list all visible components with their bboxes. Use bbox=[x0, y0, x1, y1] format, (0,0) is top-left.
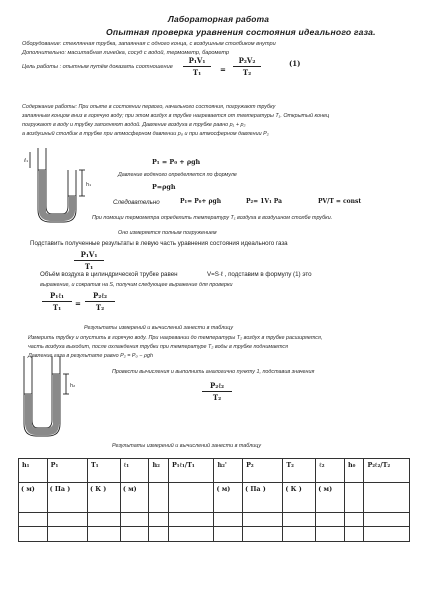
table-cell[interactable] bbox=[87, 527, 120, 542]
results-table bbox=[18, 458, 410, 542]
part1-line3: погружают в воду и трубку заполняют водой. Давление воздуха в трубке равно p₁ + p₂ bbox=[22, 122, 246, 128]
header-t2: T₂ bbox=[283, 459, 316, 483]
table-cell[interactable] bbox=[344, 512, 364, 527]
table-cell[interactable] bbox=[364, 512, 410, 527]
measured-val-2: P₂= 1V₁ Pa bbox=[246, 198, 283, 205]
svg-text:ℓ₁: ℓ₁ bbox=[24, 158, 29, 164]
table-row bbox=[19, 527, 410, 542]
table-row bbox=[19, 512, 410, 527]
table-header-row bbox=[19, 459, 410, 483]
table-cell[interactable] bbox=[149, 512, 169, 527]
table-cell[interactable] bbox=[19, 527, 48, 542]
table-title: Результаты измерений и вычислений занести в таблицу bbox=[112, 443, 262, 449]
unit-p2: ( Па ) bbox=[243, 482, 283, 512]
note-pressure-formula: Давление водяного определяется по формуле bbox=[118, 172, 237, 178]
part2-line5: Давление газа в результате равно P₂ = P₀ − ρgh bbox=[28, 353, 154, 359]
eq1-equals: = bbox=[220, 65, 226, 74]
table-cell[interactable] bbox=[283, 512, 316, 527]
table-cell[interactable] bbox=[19, 512, 48, 527]
table-cell[interactable] bbox=[120, 512, 149, 527]
formula-p1: P₁ = P₀ + ρgh bbox=[152, 158, 201, 166]
table-cell[interactable] bbox=[344, 527, 364, 542]
eq3-right-num: P₂ℓ₂ bbox=[92, 291, 108, 300]
unit-t1: ( К ) bbox=[87, 482, 120, 512]
header-h2-prime: h₂' bbox=[214, 459, 243, 483]
formula-rgh: P=ρgh bbox=[152, 183, 176, 191]
part2-line4: часть воздуха выходит, после охлаждения трубки при температуре T₂ воды в трубке поднимается bbox=[28, 344, 288, 350]
note-immersion: Оно измеряется полным погружением bbox=[118, 230, 217, 236]
results-title: Результаты измерений и вычислений занести в таблицу bbox=[84, 325, 234, 331]
eq3-equals: = bbox=[75, 299, 81, 308]
header-p2: P₂ bbox=[243, 459, 283, 483]
table-cell[interactable] bbox=[214, 527, 243, 542]
unit-h1: ( м) bbox=[19, 482, 48, 512]
table-cell[interactable] bbox=[316, 527, 345, 542]
table-cell[interactable] bbox=[47, 527, 87, 542]
unit-ratio2 bbox=[364, 482, 410, 512]
header-ratio2: P₂ℓ₂/T₂ bbox=[364, 459, 410, 483]
eq3-left-num: P₁ℓ₁ bbox=[49, 291, 65, 300]
eq1-right-den: T₂ bbox=[242, 68, 252, 77]
header-h0: h₀ bbox=[344, 459, 364, 483]
table-cell[interactable] bbox=[120, 527, 149, 542]
table-cell[interactable] bbox=[364, 527, 410, 542]
part1-line1: Содержание работы: При опыте в состоянии первого, начального состояния, погружают трубку bbox=[22, 104, 276, 110]
part2-line1b: V=S·ℓ , подставим в формулу (1) это bbox=[207, 271, 312, 278]
unit-t2: ( К ) bbox=[283, 482, 316, 512]
part2-line1a: Объём воздуха в цилиндрической трубке равен bbox=[40, 271, 178, 278]
eq1-left-num: P₁V₁ bbox=[188, 56, 206, 65]
measured-val-1: P₁= P₀+ ρgh bbox=[180, 198, 222, 205]
eq1-right-num: P₂V₂ bbox=[238, 56, 256, 65]
eq3-right-den: T₂ bbox=[95, 303, 105, 312]
table-cell[interactable] bbox=[149, 527, 169, 542]
table-cell[interactable] bbox=[316, 512, 345, 527]
svg-text:h₂: h₂ bbox=[70, 383, 76, 389]
eq3-left-den: T₁ bbox=[52, 303, 62, 312]
part2-line3: Измерить трубку и опустить в горячую воду. При нагревании до температуры T₂ воздух в трубке расширяется, bbox=[28, 335, 323, 341]
unit-ratio1 bbox=[168, 482, 213, 512]
table-cell[interactable] bbox=[168, 512, 213, 527]
intro-line3: Цель работы : опытным путём доказать соотношение bbox=[22, 64, 173, 70]
part1-line2: запаянным концом вниз в горячую воду; при этом воздух в трубке нагревается от температуры T₁. Открытый конец bbox=[22, 113, 330, 119]
table-cell[interactable] bbox=[214, 512, 243, 527]
intro-line1: Оборудование: стеклянная трубка, запаянная с одного конца, с воздушным столбиком внутри bbox=[22, 41, 276, 47]
table-cell[interactable] bbox=[243, 512, 283, 527]
note-measure-calc: Провести вычисления и выполнить аналогично пункту 1, подставив значения bbox=[112, 369, 315, 375]
intro-line2: Дополнительно: масштабная линейка, сосуд с водой, термометр, барометр bbox=[22, 50, 230, 56]
header-h2: h₂ bbox=[149, 459, 169, 483]
unit-l1: ( м) bbox=[120, 482, 149, 512]
table-cell[interactable] bbox=[87, 512, 120, 527]
eq1-left-den: T₁ bbox=[192, 68, 202, 77]
eq4-den: T₂ bbox=[212, 393, 222, 402]
eq2-num: P₁V₁ bbox=[80, 250, 98, 259]
table-cell[interactable] bbox=[283, 527, 316, 542]
eq4-num: P₂ℓ₂ bbox=[209, 381, 225, 390]
part2-line2: выражение, и сократив на S, получим следующее выражение для проверки bbox=[40, 282, 233, 288]
header-ratio1: P₁ℓ₁/T₁ bbox=[168, 459, 213, 483]
header-p1: P₁ bbox=[47, 459, 87, 483]
eq4 bbox=[202, 381, 232, 402]
unit-p1: ( Па ) bbox=[47, 482, 87, 512]
doc-title-line2: Опытная проверка уравнения состояния идеального газа. bbox=[106, 27, 376, 37]
u-tube-diagram-1 bbox=[30, 148, 85, 222]
table-cell[interactable] bbox=[168, 527, 213, 542]
eq3-right bbox=[85, 291, 115, 312]
table-cell[interactable] bbox=[243, 527, 283, 542]
eq2 bbox=[74, 250, 104, 271]
eq3-left bbox=[42, 291, 72, 312]
header-l2: ℓ₂ bbox=[316, 459, 345, 483]
header-l1: ℓ₁ bbox=[120, 459, 149, 483]
part1-line4: а воздушный столбик в трубке при атмосферном давлении p₀ и при атмосферном давлении P₂ bbox=[22, 131, 269, 137]
unit-h2 bbox=[149, 482, 169, 512]
note-substitute: Подставить полученные результаты в левую часть уравнения состояния идеального газа bbox=[30, 240, 288, 247]
header-h1: h₁ bbox=[19, 459, 48, 483]
header-t1: T₁ bbox=[87, 459, 120, 483]
unit-l2: ( м) bbox=[316, 482, 345, 512]
measured-val-3: PV/T = const bbox=[318, 198, 362, 205]
eq2-den: T₁ bbox=[84, 262, 94, 271]
unit-h2-prime: ( м) bbox=[214, 482, 243, 512]
table-units-row bbox=[19, 482, 410, 512]
unit-h0 bbox=[344, 482, 364, 512]
note-thermometer: При помощи термометра определить температуру T₁ воздуха в воздушном столбе трубки. bbox=[92, 215, 333, 221]
eq1-label: (1) bbox=[289, 59, 301, 68]
svg-text:h₁: h₁ bbox=[86, 182, 92, 188]
table-cell[interactable] bbox=[47, 512, 87, 527]
doc-title-line1: Лабораторная работа bbox=[168, 14, 270, 24]
measured-label: Следовательно bbox=[113, 199, 160, 206]
